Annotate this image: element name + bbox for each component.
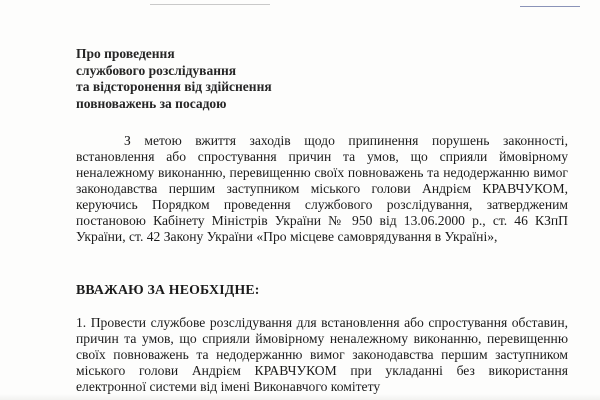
document-subject [76,46,272,112]
scan-top-edge [0,0,600,12]
subject-line-3: та відсторонення від здійснення [76,79,272,94]
subject-line-1: Про проведення [76,46,175,61]
order-item-1 [76,315,568,395]
order-item-1-text: 1. Провести службове розслідування для встановлення або спростування обставин, причин та умов, що сприяли ймовірному неналежному виконанню, перевищенню своїх повноважень та недодержанню вимог законодавства першим заступником міського голови Андрієм КРАВЧУКОМ при укладанні без використання електронної системи від імені Виконавчого комітету [76,315,568,394]
subject-line-2: службового розслідування [76,62,237,78]
scan-bottom-edge [0,394,600,400]
decision-heading: ВВАЖАЮ ЗА НЕОБХІДНЕ: [76,282,260,297]
subject-line-4: повноважень за посадою [76,95,227,111]
top-signature-mark [520,0,580,7]
top-line-mark [150,0,270,5]
preamble-paragraph: З метою вжиття заходів щодо припинення порушень законності, встановлення або спростування причин та умов, що сприяли ймовірному неналежному виконанню, перевищенню своїх повноважень та недодержанню вимог законодавства першим заступником міського голови Андрієм КРАВЧУКОМ, керуючись Порядком проведення службового розслідування, затвердженим постановою Кабінету Міністрів України № 950 від 13.06.2000 р., ст. 46 КЗпП України, ст. 42 Закону України «Про місцеве самоврядування в Україні», [76,133,568,244]
preamble-section [76,133,568,245]
